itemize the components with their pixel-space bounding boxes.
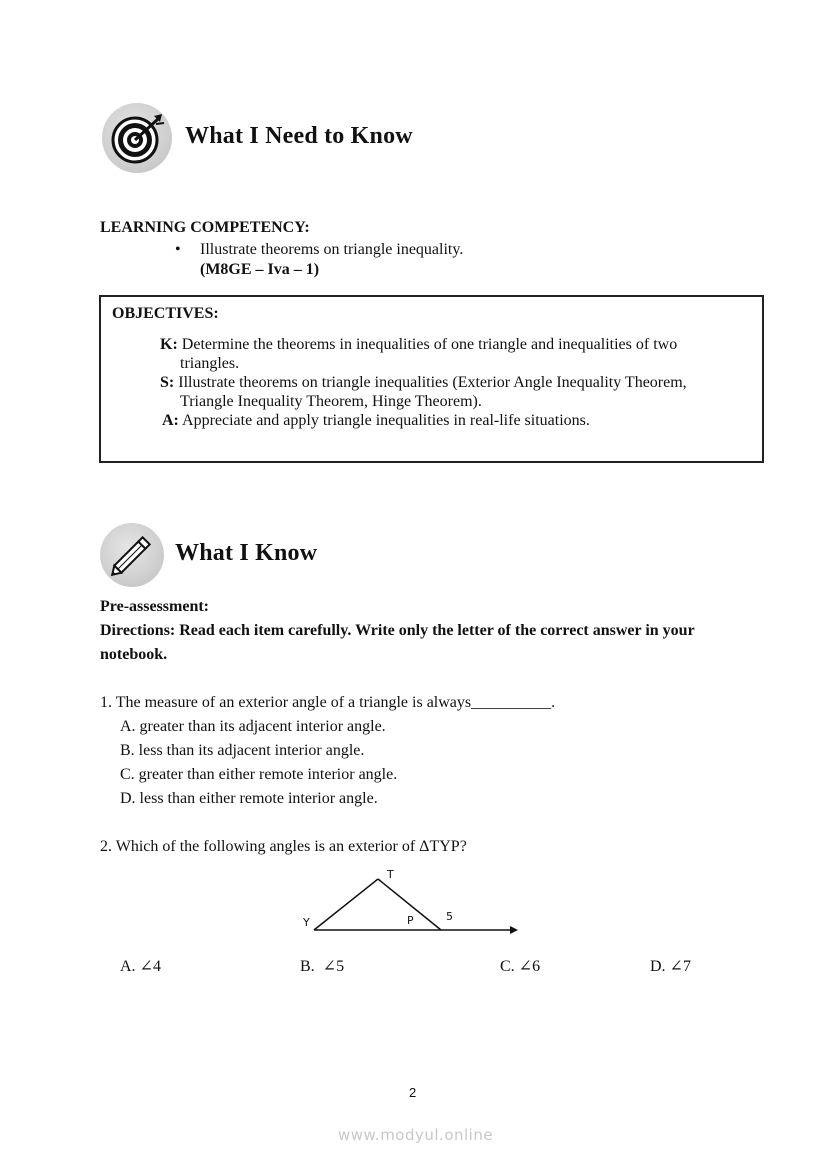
- vertex-label-y: Y: [303, 916, 310, 929]
- question-2-choice-a: A. ∠4: [120, 958, 161, 975]
- pencil-icon: [100, 523, 164, 587]
- directions-line1: Directions: Read each item carefully. Write only the letter of the correct answer in your: [100, 622, 695, 639]
- objective-a-line1: [162, 411, 590, 430]
- question-1-text: 1. The measure of an exterior angle of a triangle is always__________.: [100, 694, 556, 711]
- objective-a-label: A:: [162, 412, 179, 429]
- triangle-diagram: [300, 865, 530, 940]
- question-2-choice-d: D. ∠7: [650, 958, 691, 975]
- objective-k-line2: triangles.: [180, 355, 240, 372]
- objective-s-text: Illustrate theorems on triangle inequalities (Exterior Angle Inequality Theorem,: [178, 374, 687, 391]
- section-title-what-i-know: What I Know: [175, 540, 318, 566]
- objectives-heading: OBJECTIVES:: [112, 305, 219, 322]
- question-2-text: 2. Which of the following angles is an exterior of ΔTYP?: [100, 838, 467, 855]
- vertex-label-p: P: [407, 914, 414, 927]
- competency-heading: LEARNING COMPETENCY:: [100, 219, 310, 236]
- objective-k-text: Determine the theorems in inequalities of one triangle and inequalities of two: [181, 336, 678, 353]
- competency-bullet: Illustrate theorems on triangle inequality.: [200, 241, 464, 258]
- pencil-icon-badge: [100, 523, 164, 587]
- objective-s-line2: Triangle Inequality Theorem, Hinge Theorem).: [180, 393, 482, 410]
- question-2-choice-c: C. ∠6: [500, 958, 541, 975]
- objective-s-label: S:: [160, 374, 175, 391]
- watermark-text: www.modyul.online: [338, 1126, 494, 1144]
- preassessment-heading: Pre-assessment:: [100, 598, 210, 615]
- target-icon-badge: [102, 103, 172, 173]
- question-1-choice-c: C. greater than either remote interior angle.: [120, 766, 398, 783]
- objective-k-line1: [160, 335, 677, 354]
- triangle-side-yt: [314, 879, 378, 930]
- question-1-choice-b: B. less than its adjacent interior angle.: [120, 742, 365, 759]
- bullet-dot: •: [175, 241, 181, 258]
- vertex-label-t: T: [387, 868, 394, 881]
- directions-line2: notebook.: [100, 646, 168, 663]
- ray-arrowhead: [510, 926, 518, 934]
- target-icon: [102, 103, 172, 173]
- objective-k-label: K:: [160, 336, 178, 353]
- question-1-choice-d: D. less than either remote interior angle.: [120, 790, 378, 807]
- angle-label-5: 5: [446, 910, 453, 923]
- objective-a-text: Appreciate and apply triangle inequalities in real-life situations.: [182, 412, 590, 429]
- question-1-choice-a: A. greater than its adjacent interior angle.: [120, 718, 386, 735]
- question-2-choice-b: B. ∠5: [300, 958, 345, 975]
- competency-code: (M8GE – Iva – 1): [200, 261, 320, 278]
- objective-s-line1: [160, 373, 687, 392]
- section-title-need-to-know: What I Need to Know: [185, 123, 413, 149]
- page-number: 2: [409, 1085, 417, 1100]
